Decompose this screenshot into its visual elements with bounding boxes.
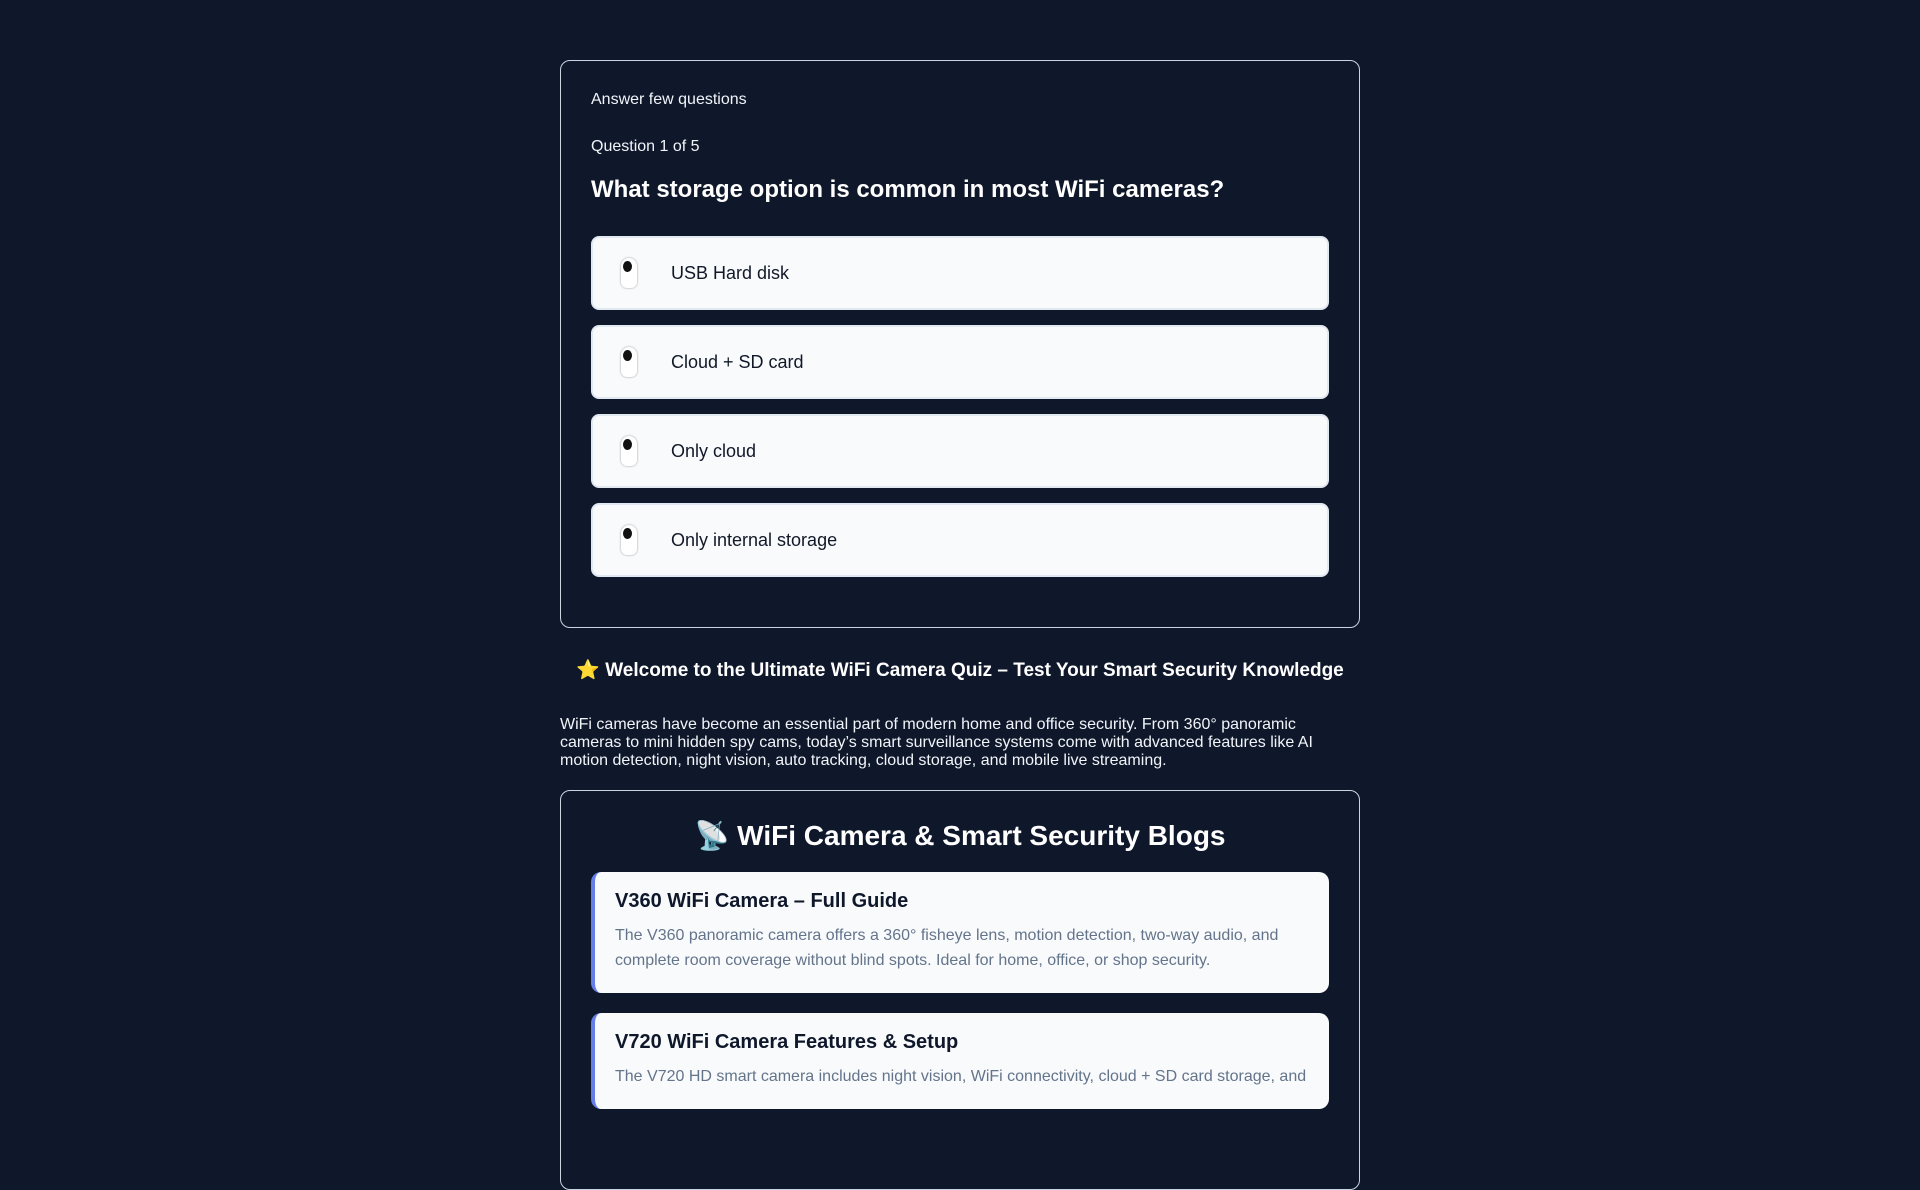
camera-icon xyxy=(615,434,643,468)
blogs-title-text: WiFi Camera & Smart Security Blogs xyxy=(737,820,1226,851)
question-text: What storage option is common in most WiFi cameras? xyxy=(591,176,1225,203)
blog-title[interactable]: V720 WiFi Camera Features & Setup xyxy=(615,1031,959,1053)
blog-item[interactable] xyxy=(591,872,1329,993)
blog-title[interactable]: V360 WiFi Camera – Full Guide xyxy=(615,890,909,912)
intro-paragraph: WiFi cameras have become an essential part of modern home and office security. From 360° panoramic cameras to mini hidden spy cams, today’s smart surveillance systems come with advanced features like AI motion detection, night vision, auto tracking, cloud storage, and mobile live streaming. xyxy=(560,716,1313,769)
blogs-section xyxy=(560,790,1360,1190)
option-label: USB Hard disk xyxy=(671,262,790,283)
blogs-title xyxy=(591,819,1329,852)
blog-desc: The V360 panoramic camera offers a 360° fisheye lens, motion detection, two-way audio, and complete room coverage without blind spots. Ideal for home, office, or shop security. xyxy=(615,927,1279,969)
camera-icon xyxy=(615,523,643,557)
quiz-card xyxy=(560,60,1360,628)
page xyxy=(560,60,1360,1190)
option-only-cloud[interactable] xyxy=(591,414,1329,488)
blog-desc: The V720 HD smart camera includes night vision, WiFi connectivity, cloud + SD card storage, and xyxy=(615,1068,1307,1085)
welcome-title: Welcome to the Ultimate WiFi Camera Quiz – Test Your Smart Security Knowledge xyxy=(605,660,1344,681)
welcome-heading xyxy=(560,658,1360,682)
option-usb-hard-disk[interactable] xyxy=(591,236,1329,310)
option-label: Only cloud xyxy=(671,440,757,461)
quiz-header: Answer few questions xyxy=(591,91,747,108)
satellite-dish-icon: 📡 xyxy=(694,820,730,851)
option-cloud-sd-card[interactable] xyxy=(591,325,1329,399)
blog-item[interactable] xyxy=(591,1013,1329,1109)
camera-icon xyxy=(615,256,643,290)
camera-icon xyxy=(615,345,643,379)
question-progress: Question 1 of 5 xyxy=(591,138,700,155)
option-label: Cloud + SD card xyxy=(671,351,804,372)
option-label: Only internal storage xyxy=(671,529,838,550)
option-only-internal-storage[interactable] xyxy=(591,503,1329,577)
star-icon: ⭐ xyxy=(576,660,600,681)
